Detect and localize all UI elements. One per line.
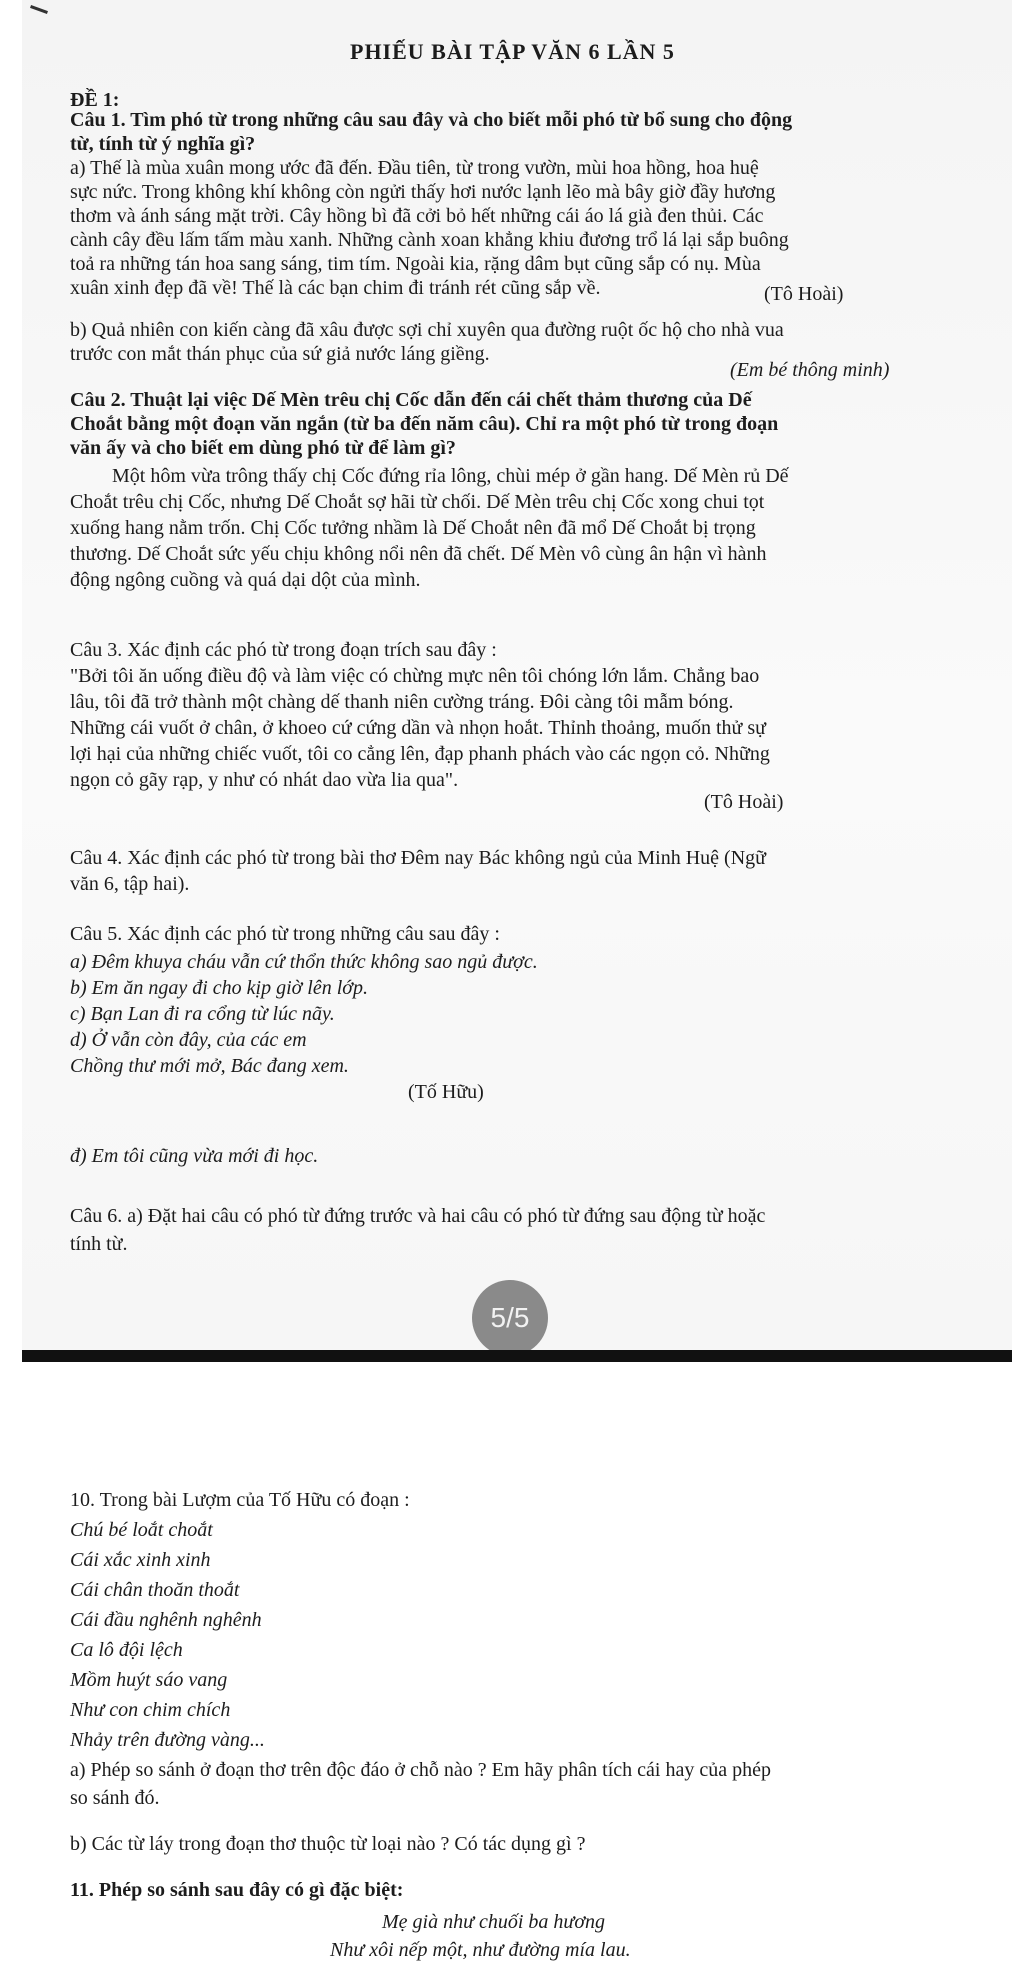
q1-a-line: sực nức. Trong không khí không còn ngửi thấy hơi nước lạnh lẽo mà bây giờ đầy hương [70,181,776,203]
q5-item: b) Em ăn ngay đi cho kịp giờ lên lớp. [70,977,368,999]
q5-item: a) Đêm khuya cháu vẫn cứ thổn thức không sao ngủ được. [70,951,538,973]
page-indicator-badge: 5/5 [472,1280,548,1356]
q2-heading-1: Câu 2. Thuật lại việc Dế Mèn trêu chị Cốc dẫn đến cái chết thảm thương của Dế [70,389,752,411]
q3-source: (Tô Hoài) [704,791,784,813]
q1-b-line: trước con mắt thán phục của sứ giả nước láng giềng. [70,343,490,365]
de-label: ĐỀ 1: [70,89,120,111]
q10-poem-line: Mồm huýt sáo vang [70,1669,228,1691]
q2-body-line: Choắt trêu chị Cốc, nhưng Dế Choắt sợ hãi từ chối. Dế Mèn trêu chị Cốc xong chui tọt [70,491,765,513]
q4-line: Câu 4. Xác định các phó từ trong bài thơ Đêm nay Bác không ngủ của Minh Huệ (Ngữ [70,847,766,869]
q2-heading-2: Choắt bằng một đoạn văn ngắn (từ ba đến năm câu). Chỉ ra một phó từ trong đoạn [70,413,779,435]
image-divider [22,1350,1012,1362]
q5-item: d) Ở vẫn còn đây, của các em [70,1029,307,1051]
q10-heading: 10. Trong bài Lượm của Tố Hữu có đoạn : [70,1489,410,1511]
q1-heading-2: từ, tính từ ý nghĩa gì? [70,133,256,155]
q11-poem-line: Mẹ già như chuối ba hương [382,1911,606,1933]
q2-heading-3: văn ấy và cho biết em dùng phó từ để làm gì? [70,437,456,459]
q2-body-line: động ngông cuồng và quá dại dột của mình. [70,569,421,591]
q6-line: tính từ. [70,1233,128,1255]
q3-body-line: lợi hại của những chiếc vuốt, tôi co cẳng lên, đạp phanh phách vào các ngọn cỏ. Những [70,743,770,765]
q3-body-line: "Bởi tôi ăn uống điều độ và làm việc có chừng mực nên tôi chóng lớn lắm. Chẳng bao [70,665,760,687]
q10-a-line: so sánh đó. [70,1787,160,1809]
q5-item: c) Bạn Lan đi ra cổng từ lúc nãy. [70,1003,335,1025]
q10-poem-line: Chú bé loắt choắt [70,1519,213,1541]
q6-line: Câu 6. a) Đặt hai câu có phó từ đứng trước và hai câu có phó từ đứng sau động từ hoặc [70,1205,766,1227]
q3-body-line: ngọn cỏ gãy rạp, y như có nhát dao vừa lia qua". [70,769,459,791]
q10-a-line: a) Phép so sánh ở đoạn thơ trên độc đáo ở chỗ nào ? Em hãy phân tích cái hay của phép [70,1759,771,1781]
q1-a-line: thơm và ánh sáng mặt trời. Cây hồng bì đã cởi bỏ hết những cái áo lá già đen thủi. Các [70,205,764,227]
q11-poem-line: Như xôi nếp một, như đường mía lau. [330,1939,631,1961]
q1-a-line: cành cây đều lấm tấm màu xanh. Những cành xoan khẳng khiu đương trổ lá lại sắp buông [70,229,789,251]
q1-b-line: b) Quả nhiên con kiến càng đã xâu được sợi chỉ xuyên qua đường ruột ốc hộ cho nhà vua [70,319,784,341]
q3-body-line: lâu, tôi đã trở thành một chàng dế thanh niên cường tráng. Đôi càng tôi mẫm bóng. [70,691,734,713]
q1-a-line: toả ra những tán hoa sang sáng, tim tím. Ngoài kia, rặng dâm bụt cũng sắp có nụ. Mùa [70,253,761,275]
q5-source: (Tố Hữu) [408,1081,484,1103]
q5-heading: Câu 5. Xác định các phó từ trong những câu sau đây : [70,923,500,945]
q10-b: b) Các từ láy trong đoạn thơ thuộc từ loại nào ? Có tác dụng gì ? [70,1833,586,1855]
q1-b-source: (Em bé thông minh) [730,359,890,381]
q1-a-line: a) Thế là mùa xuân mong ước đã đến. Đầu tiên, từ trong vườn, mùi hoa hồng, hoa huệ [70,157,759,179]
q10-poem-line: Cái đầu nghênh nghênh [70,1609,262,1631]
q5-item: Chồng thư mới mở, Bác đang xem. [70,1055,349,1077]
q1-a-line: xuân xinh đẹp đã về! Thế là các bạn chim đi tránh rét cũng sắp về. [70,277,601,299]
q3-body-line: Những cái vuốt ở chân, ở khoeo cứ cứng dần và nhọn hoắt. Thỉnh thoảng, muốn thử sự [70,717,766,739]
q2-body-line: thương. Dế Choắt sức yếu chịu không nổi nên đã chết. Dế Mèn vô cùng ân hận vì hành [70,543,767,565]
q1-a-source: (Tô Hoài) [764,283,844,305]
worksheet-title: PHIẾU BÀI TẬP VĂN 6 LẦN 5 [350,39,675,64]
q2-body-line: xuống hang nằm trốn. Chị Cốc tưởng nhầm là Dế Choắt nên đã mổ Dế Choắt bị trọng [70,517,756,539]
q10-poem-line: Cái chân thoăn thoắt [70,1579,240,1601]
q11-heading: 11. Phép so sánh sau đây có gì đặc biệt: [70,1879,404,1901]
q1-heading-1: Câu 1. Tìm phó từ trong những câu sau đây và cho biết mỗi phó từ bổ sung cho động [70,109,793,131]
q10-poem-line: Nhảy trên đường vàng... [70,1729,265,1751]
q10-poem-line: Như con chim chích [70,1699,231,1721]
q10-poem-line: Ca lô đội lệch [70,1639,183,1661]
q2-body-line: Một hôm vừa trông thấy chị Cốc đứng rỉa lông, chùi mép ở gần hang. Dế Mèn rủ Dế [112,465,789,487]
q4-line: văn 6, tập hai). [70,873,190,895]
q3-heading: Câu 3. Xác định các phó từ trong đoạn trích sau đây : [70,639,497,661]
pen-mark [30,5,48,14]
q5-item-e: đ) Em tôi cũng vừa mới đi học. [70,1145,319,1167]
q10-poem-line: Cái xắc xinh xinh [70,1549,211,1571]
